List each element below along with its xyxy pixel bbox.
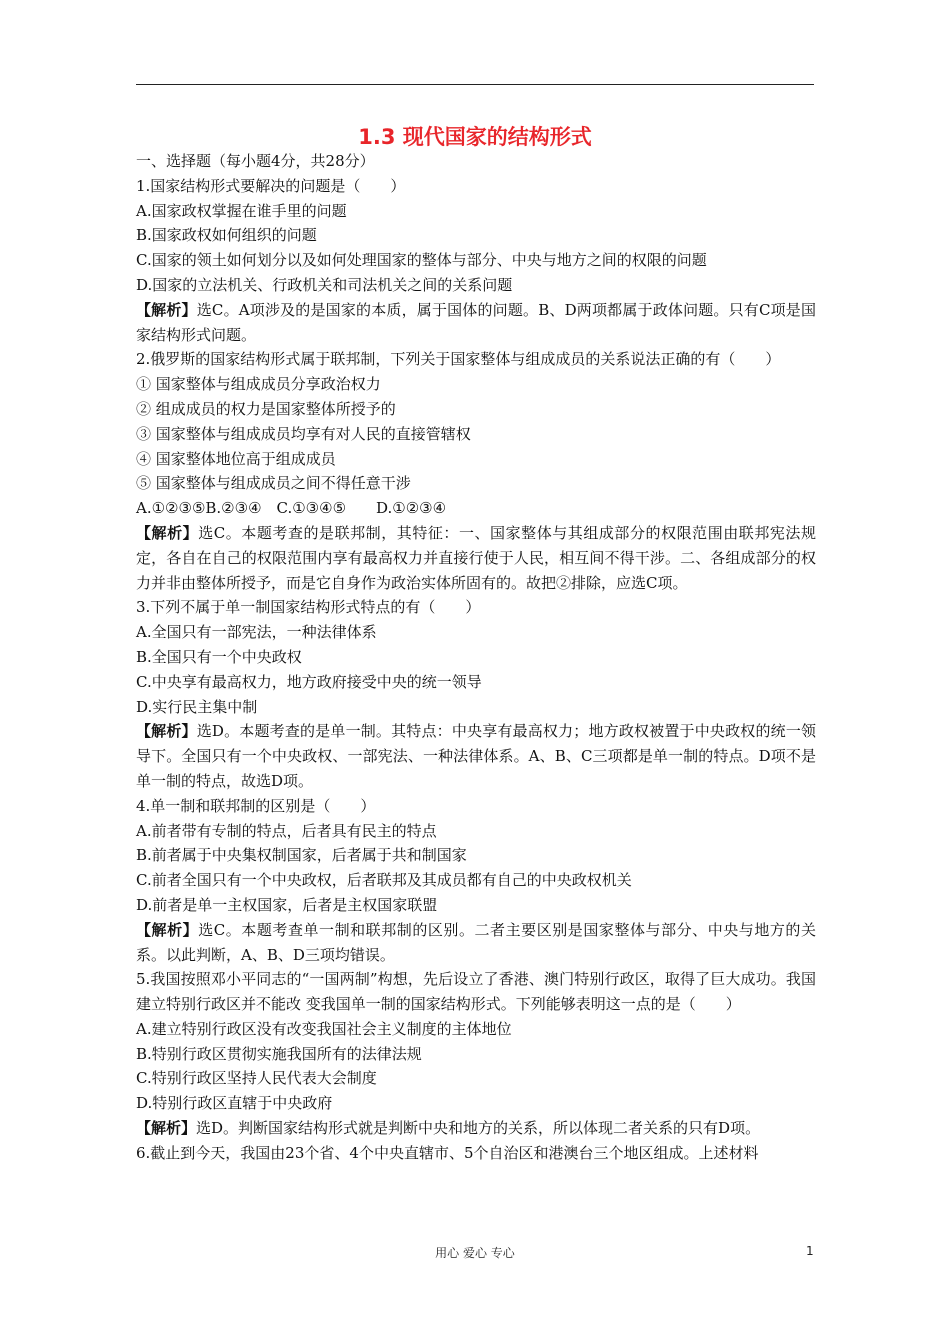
question-2-analysis bbox=[136, 521, 816, 595]
question-1-option-c: C.国家的领土如何划分以及如何处理国家的整体与部分、中央与地方之间的权限的问题 bbox=[136, 251, 707, 270]
question-4-option-a: A.前者带有专制的特点，后者具有民主的特点 bbox=[136, 821, 437, 840]
header-rule bbox=[136, 84, 814, 85]
question-5-option-b: B.特别行政区贯彻实施我国所有的法律法规 bbox=[136, 1044, 422, 1063]
question-2-item-4: ④ 国家整体地位高于组成成员 bbox=[136, 449, 336, 468]
question-3-analysis bbox=[136, 719, 816, 793]
question-5-option-d: D.特别行政区直辖于中央政府 bbox=[136, 1094, 333, 1113]
question-5-option-c: C.特别行政区坚持人民代表大会制度 bbox=[136, 1069, 377, 1088]
question-5-option-a: A.建立特别行政区没有改变我国社会主义制度的主体地位 bbox=[136, 1019, 512, 1038]
question-4-option-c: C.前者全国只有一个中央政权，后者联邦及其成员都有自己的中央政权机关 bbox=[136, 871, 632, 890]
page-footer: 用心 爱心 专心 bbox=[435, 1246, 515, 1260]
analysis-text: 选D。本题考查的是单一制。其特点：中央享有最高权力；地方政权被置于中央政权的统一领导下。全国只有一个中央政权、一部宪法、一种法律体系。A、B、C三项都是单一制的特点。D项不是单一制的特点，故选D项。 bbox=[136, 722, 816, 790]
question-3-option-b: B.全国只有一个中央政权 bbox=[136, 647, 302, 666]
question-2-item-2: ② 组成成员的权力是国家整体所授予的 bbox=[136, 399, 396, 418]
analysis-label: 【解析】 bbox=[136, 722, 197, 741]
analysis-label: 【解析】 bbox=[136, 1119, 197, 1138]
question-2-stem: 2.俄罗斯的国家结构形式属于联邦制，下列关于国家整体与组成成员的关系说法正确的有（ ） bbox=[136, 350, 781, 369]
question-2-item-1: ① 国家整体与组成成员分享政治权力 bbox=[136, 375, 381, 394]
analysis-label: 【解析】 bbox=[136, 300, 197, 319]
analysis-label: 【解析】 bbox=[136, 920, 199, 939]
question-3-stem: 3.下列不属于单一制国家结构形式特点的有（ ） bbox=[136, 598, 481, 617]
question-4-analysis bbox=[136, 918, 816, 968]
question-6-stem: 6.截止到今天，我国由23个省、4个中央直辖市、5个自治区和港澳台三个地区组成。上述材料 bbox=[136, 1143, 759, 1162]
question-1-option-b: B.国家政权如何组织的问题 bbox=[136, 226, 317, 245]
question-1-option-a: A.国家政权掌握在谁手里的问题 bbox=[136, 201, 347, 220]
page-number: 1 bbox=[806, 1244, 814, 1258]
question-1-analysis bbox=[136, 298, 816, 348]
question-2-options: A.①②③⑤B.②③④ C.①③④⑤ D.①②③④ bbox=[136, 499, 447, 518]
question-3-option-d: D.实行民主集中制 bbox=[136, 697, 258, 716]
question-3-option-c: C.中央享有最高权力，地方政府接受中央的统一领导 bbox=[136, 672, 482, 691]
question-4-option-b: B.前者属于中央集权制国家，后者属于共和制国家 bbox=[136, 846, 467, 865]
document-body bbox=[136, 149, 816, 1166]
analysis-text: 选C。本题考查单一制和联邦制的区别。二者主要区别是国家整体与部分、中央与地方的关系。以此判断，A、B、D三项均错误。 bbox=[136, 920, 816, 964]
question-5-stem: 5.我国按照邓小平同志的“一国两制”构想，先后设立了香港、澳门特别行政区，取得了巨大成功。我国建立特别行政区并不能改 变我国单一制的国家结构形式。下列能够表明这一点的是（ ） bbox=[136, 970, 816, 1014]
question-1-option-d: D.国家的立法机关、行政机关和司法机关之间的关系问题 bbox=[136, 275, 513, 294]
analysis-text: 选D。判断国家结构形式就是判断中央和地方的关系，所以体现二者关系的只有D项。 bbox=[196, 1119, 761, 1138]
question-4-option-d: D.前者是单一主权国家，后者是主权国家联盟 bbox=[136, 895, 438, 914]
analysis-text: 选C。A项涉及的是国家的本质，属于国体的问题。B、D两项都属于政体问题。只有C项是国家结构形式问题。 bbox=[136, 300, 816, 344]
analysis-text: 选C。本题考查的是联邦制，其特征：一、国家整体与其组成部分的权限范围由联邦宪法规定，各自在自己的权限范围内享有最高权力并直接行使于人民，相互间不得干涉。二、各组成部分的权力并非由整体所授予，而是它自身作为政治实体所固有的。故把②排除，应选C项。 bbox=[136, 523, 816, 592]
question-1-stem: 1.国家结构形式要解决的问题是（ ） bbox=[136, 176, 406, 195]
section-heading: 一、选择题（每小题4分，共28分） bbox=[136, 152, 375, 170]
question-5-analysis bbox=[136, 1116, 816, 1141]
question-3-option-a: A.全国只有一部宪法，一种法律体系 bbox=[136, 623, 377, 642]
analysis-label: 【解析】 bbox=[136, 523, 199, 542]
question-4-stem: 4.单一制和联邦制的区别是（ ） bbox=[136, 796, 376, 815]
page-title: 1.3 现代国家的结构形式 bbox=[358, 125, 592, 149]
question-2-item-3: ③ 国家整体与组成成员均享有对人民的直接管辖权 bbox=[136, 424, 471, 443]
question-2-item-5: ⑤ 国家整体与组成成员之间不得任意干涉 bbox=[136, 474, 411, 493]
